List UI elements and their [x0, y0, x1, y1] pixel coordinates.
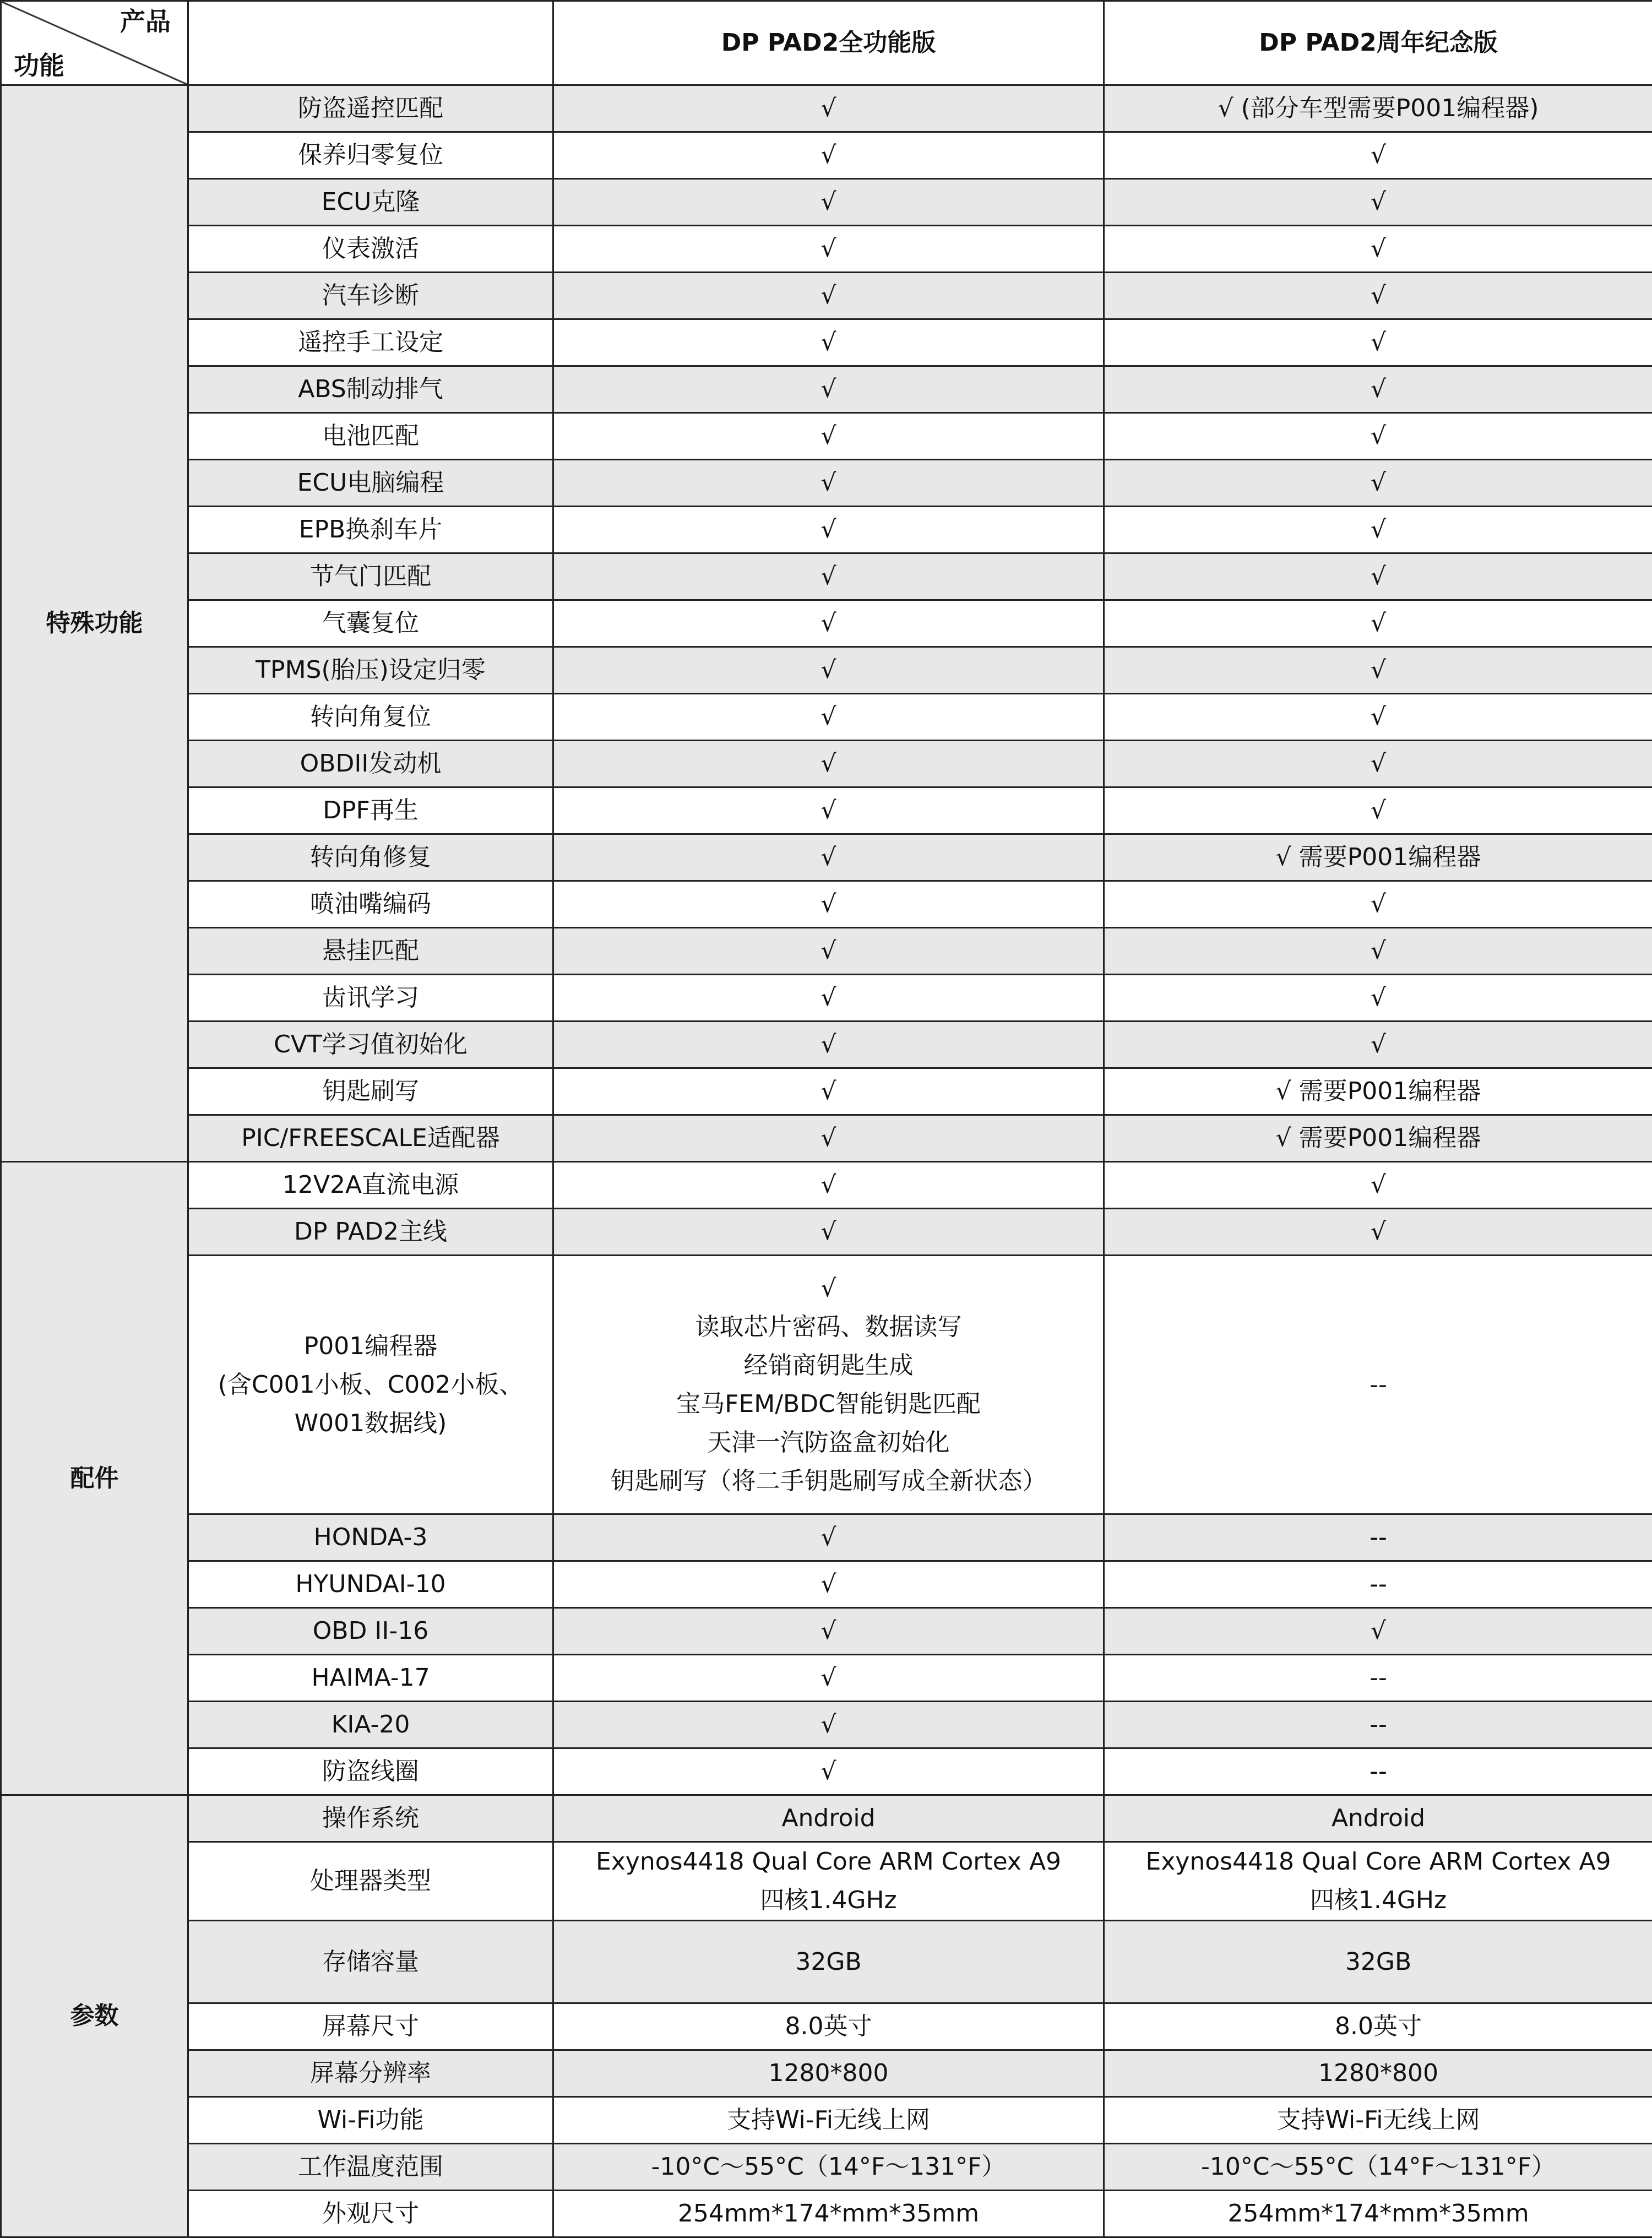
full-version-value-cell: √ — [553, 834, 1104, 881]
feature-name-cell: 工作温度范围 — [188, 2144, 553, 2191]
table-row — [1, 319, 1652, 366]
cell-line: 宝马FEM/BDC智能钥匙匹配 — [557, 1385, 1100, 1424]
anniversary-version-value-cell: -- — [1104, 1256, 1652, 1514]
feature-name-cell: 保养归零复位 — [188, 132, 553, 179]
feature-name-cell: 防盗线圈 — [188, 1748, 553, 1795]
full-version-value-cell: √ — [553, 507, 1104, 553]
anniversary-version-value-cell: 支持Wi-Fi无线上网 — [1104, 2097, 1652, 2144]
table-row — [1, 1561, 1652, 1608]
feature-name-cell: 电池匹配 — [188, 413, 553, 460]
table-row — [1, 1209, 1652, 1256]
full-version-value-cell: 254mm*174*mm*35mm — [553, 2191, 1104, 2237]
column-header-full-version: DP PAD2全功能版 — [553, 1, 1104, 85]
anniversary-version-value-cell: √ 需要P001编程器 — [1104, 1115, 1652, 1162]
table-row — [1, 1702, 1652, 1748]
table-row — [1, 1068, 1652, 1115]
full-version-value-cell: √ — [553, 1514, 1104, 1561]
full-version-value-cell: √ — [553, 1702, 1104, 1748]
feature-name-cell: 钥匙刷写 — [188, 1068, 553, 1115]
table-row — [1, 226, 1652, 273]
full-version-value-cell: √ — [553, 647, 1104, 694]
anniversary-version-value-cell: √ — [1104, 787, 1652, 834]
feature-name-cell: OBDII发动机 — [188, 741, 553, 787]
anniversary-version-value-cell: √ — [1104, 366, 1652, 413]
full-version-value-cell: √ — [553, 741, 1104, 787]
table-row — [1, 2144, 1652, 2191]
feature-name-cell: 遥控手工设定 — [188, 319, 553, 366]
full-version-value-cell: √ — [553, 694, 1104, 741]
feature-name-cell: OBD II-16 — [188, 1608, 553, 1655]
full-version-value-cell: -10°C～55°C（14°F～131°F） — [553, 2144, 1104, 2191]
full-version-value-cell: 1280*800 — [553, 2050, 1104, 2097]
feature-name-cell: 防盗遥控匹配 — [188, 85, 553, 132]
full-version-value-cell: √ — [553, 1022, 1104, 1068]
feature-column-header — [188, 1, 553, 85]
anniversary-version-value-cell: √ — [1104, 975, 1652, 1022]
table-row — [1, 366, 1652, 413]
anniversary-version-value-cell: √ — [1104, 1209, 1652, 1256]
full-version-value-cell: √ — [553, 881, 1104, 928]
anniversary-version-value-cell: √ — [1104, 132, 1652, 179]
full-version-value-cell: √ — [553, 1608, 1104, 1655]
feature-name-cell: CVT学习值初始化 — [188, 1022, 553, 1068]
full-version-value-cell — [553, 1256, 1104, 1514]
header-row — [1, 1, 1652, 85]
corner-function-label: 功能 — [14, 49, 64, 82]
full-version-value-cell: 32GB — [553, 1921, 1104, 2003]
anniversary-version-value-cell: -- — [1104, 1702, 1652, 1748]
full-version-value-cell: √ — [553, 226, 1104, 273]
table-row — [1, 553, 1652, 600]
category-cell: 特殊功能 — [1, 85, 188, 1162]
feature-name-cell: 屏幕尺寸 — [188, 2003, 553, 2050]
anniversary-version-value-cell: -10°C～55°C（14°F～131°F） — [1104, 2144, 1652, 2191]
feature-name-cell: 齿讯学习 — [188, 975, 553, 1022]
anniversary-version-value-cell: √ — [1104, 273, 1652, 319]
table-row — [1, 1608, 1652, 1655]
anniversary-version-value-cell: √ — [1104, 1022, 1652, 1068]
feature-name-cell: PIC/FREESCALE适配器 — [188, 1115, 553, 1162]
anniversary-version-value-cell: 1280*800 — [1104, 2050, 1652, 2097]
anniversary-version-value-cell: -- — [1104, 1748, 1652, 1795]
full-version-value-cell: √ — [553, 1748, 1104, 1795]
feature-name-cell: HAIMA-17 — [188, 1655, 553, 1702]
cell-line: 四核1.4GHz — [557, 1881, 1100, 1920]
anniversary-version-value-cell: √ 需要P001编程器 — [1104, 1068, 1652, 1115]
anniversary-version-value-cell: √ — [1104, 928, 1652, 975]
anniversary-version-value-cell: 254mm*174*mm*35mm — [1104, 2191, 1652, 2237]
table-row — [1, 1842, 1652, 1921]
cell-line: √ — [557, 1269, 1100, 1308]
table-row — [1, 2191, 1652, 2237]
table-row — [1, 1655, 1652, 1702]
full-version-value-cell: √ — [553, 413, 1104, 460]
table-row — [1, 1795, 1652, 1842]
full-version-value-cell: 支持Wi-Fi无线上网 — [553, 2097, 1104, 2144]
full-version-value-cell — [553, 1842, 1104, 1921]
anniversary-version-value-cell — [1104, 1842, 1652, 1921]
feature-name-cell: 汽车诊断 — [188, 273, 553, 319]
anniversary-version-value-cell: -- — [1104, 1514, 1652, 1561]
full-version-value-cell: √ — [553, 85, 1104, 132]
feature-name-cell: ECU克隆 — [188, 179, 553, 226]
feature-name-cell: 转向角复位 — [188, 694, 553, 741]
cell-line: 经销商钥匙生成 — [557, 1346, 1100, 1385]
anniversary-version-value-cell: √ — [1104, 179, 1652, 226]
anniversary-version-value-cell: √ (部分车型需要P001编程器) — [1104, 85, 1652, 132]
anniversary-version-value-cell: √ — [1104, 600, 1652, 647]
cell-line: P001编程器 — [192, 1327, 549, 1366]
anniversary-version-value-cell: -- — [1104, 1655, 1652, 1702]
table-row — [1, 273, 1652, 319]
table-row — [1, 460, 1652, 507]
table-row — [1, 1748, 1652, 1795]
table-row — [1, 132, 1652, 179]
full-version-value-cell: Android — [553, 1795, 1104, 1842]
feature-name-cell: 12V2A直流电源 — [188, 1162, 553, 1209]
anniversary-version-value-cell: √ — [1104, 694, 1652, 741]
feature-name-cell: 存储容量 — [188, 1921, 553, 2003]
category-cell: 配件 — [1, 1162, 188, 1795]
feature-name-cell — [188, 1256, 553, 1514]
cell-line: Exynos4418 Qual Core ARM Cortex A9 — [1108, 1843, 1649, 1881]
anniversary-version-value-cell: 32GB — [1104, 1921, 1652, 2003]
anniversary-version-value-cell: √ — [1104, 460, 1652, 507]
full-version-value-cell: √ — [553, 1068, 1104, 1115]
cell-line: 读取芯片密码、数据读写 — [557, 1308, 1100, 1346]
feature-name-cell: 节气门匹配 — [188, 553, 553, 600]
anniversary-version-value-cell: -- — [1104, 1561, 1652, 1608]
table-row — [1, 1256, 1652, 1514]
comparison-table-body — [1, 1, 1652, 2237]
full-version-value-cell: √ — [553, 1162, 1104, 1209]
table-row — [1, 975, 1652, 1022]
table-row — [1, 507, 1652, 553]
feature-name-cell: ECU电脑编程 — [188, 460, 553, 507]
full-version-value-cell: √ — [553, 132, 1104, 179]
table-row — [1, 834, 1652, 881]
full-version-value-cell: √ — [553, 366, 1104, 413]
full-version-value-cell: √ — [553, 1561, 1104, 1608]
feature-name-cell: ABS制动排气 — [188, 366, 553, 413]
cell-line: (含C001小板、C002小板、 — [192, 1366, 549, 1404]
feature-name-cell: HYUNDAI-10 — [188, 1561, 553, 1608]
column-header-anniversary-version: DP PAD2周年纪念版 — [1104, 1, 1652, 85]
feature-name-cell: Wi-Fi功能 — [188, 2097, 553, 2144]
feature-name-cell: 仪表激活 — [188, 226, 553, 273]
full-version-value-cell: √ — [553, 600, 1104, 647]
table-row — [1, 2097, 1652, 2144]
table-row — [1, 741, 1652, 787]
table-row — [1, 2050, 1652, 2097]
anniversary-version-value-cell: √ — [1104, 226, 1652, 273]
cell-line: 天津一汽防盗盒初始化 — [557, 1424, 1100, 1462]
full-version-value-cell: √ — [553, 1115, 1104, 1162]
corner-product-label: 产品 — [120, 5, 171, 38]
table-row — [1, 2003, 1652, 2050]
feature-name-cell: 操作系统 — [188, 1795, 553, 1842]
full-version-value-cell: √ — [553, 928, 1104, 975]
cell-line: 四核1.4GHz — [1108, 1881, 1649, 1920]
full-version-value-cell: √ — [553, 273, 1104, 319]
full-version-value-cell: √ — [553, 319, 1104, 366]
table-row — [1, 1921, 1652, 2003]
anniversary-version-value-cell: √ — [1104, 741, 1652, 787]
table-row — [1, 694, 1652, 741]
feature-name-cell: TPMS(胎压)设定归零 — [188, 647, 553, 694]
anniversary-version-value-cell: √ — [1104, 1608, 1652, 1655]
table-row — [1, 787, 1652, 834]
cell-line: W001数据线) — [192, 1404, 549, 1443]
full-version-value-cell: √ — [553, 553, 1104, 600]
cell-line: Exynos4418 Qual Core ARM Cortex A9 — [557, 1843, 1100, 1881]
feature-name-cell: 悬挂匹配 — [188, 928, 553, 975]
table-row — [1, 413, 1652, 460]
table-row — [1, 1514, 1652, 1561]
anniversary-version-value-cell: √ — [1104, 1162, 1652, 1209]
feature-name-cell: HONDA-3 — [188, 1514, 553, 1561]
anniversary-version-value-cell: √ — [1104, 881, 1652, 928]
feature-name-cell: 喷油嘴编码 — [188, 881, 553, 928]
feature-name-cell: 处理器类型 — [188, 1842, 553, 1921]
anniversary-version-value-cell: √ — [1104, 647, 1652, 694]
feature-name-cell: DPF再生 — [188, 787, 553, 834]
table-row — [1, 179, 1652, 226]
table-row — [1, 85, 1652, 132]
table-row — [1, 600, 1652, 647]
feature-name-cell: 屏幕分辨率 — [188, 2050, 553, 2097]
full-version-value-cell: √ — [553, 787, 1104, 834]
full-version-value-cell: √ — [553, 975, 1104, 1022]
table-row — [1, 1162, 1652, 1209]
category-cell: 参数 — [1, 1795, 188, 2237]
full-version-value-cell: √ — [553, 179, 1104, 226]
feature-name-cell: KIA-20 — [188, 1702, 553, 1748]
anniversary-version-value-cell: √ — [1104, 553, 1652, 600]
anniversary-version-value-cell: √ — [1104, 507, 1652, 553]
full-version-value-cell: √ — [553, 460, 1104, 507]
anniversary-version-value-cell: √ — [1104, 319, 1652, 366]
anniversary-version-value-cell: 8.0英寸 — [1104, 2003, 1652, 2050]
feature-name-cell: 气囊复位 — [188, 600, 553, 647]
anniversary-version-value-cell: √ 需要P001编程器 — [1104, 834, 1652, 881]
table-row — [1, 928, 1652, 975]
full-version-value-cell: 8.0英寸 — [553, 2003, 1104, 2050]
full-version-value-cell: √ — [553, 1209, 1104, 1256]
anniversary-version-value-cell: Android — [1104, 1795, 1652, 1842]
anniversary-version-value-cell: √ — [1104, 413, 1652, 460]
cell-line: 钥匙刷写（将二手钥匙刷写成全新状态） — [557, 1462, 1100, 1501]
table-row — [1, 1022, 1652, 1068]
feature-name-cell: EPB换刹车片 — [188, 507, 553, 553]
full-version-value-cell: √ — [553, 1655, 1104, 1702]
feature-name-cell: 转向角修复 — [188, 834, 553, 881]
table-row — [1, 647, 1652, 694]
table-row — [1, 1115, 1652, 1162]
corner-header-cell — [1, 1, 188, 85]
table-row — [1, 881, 1652, 928]
feature-name-cell: 外观尺寸 — [188, 2191, 553, 2237]
feature-name-cell: DP PAD2主线 — [188, 1209, 553, 1256]
